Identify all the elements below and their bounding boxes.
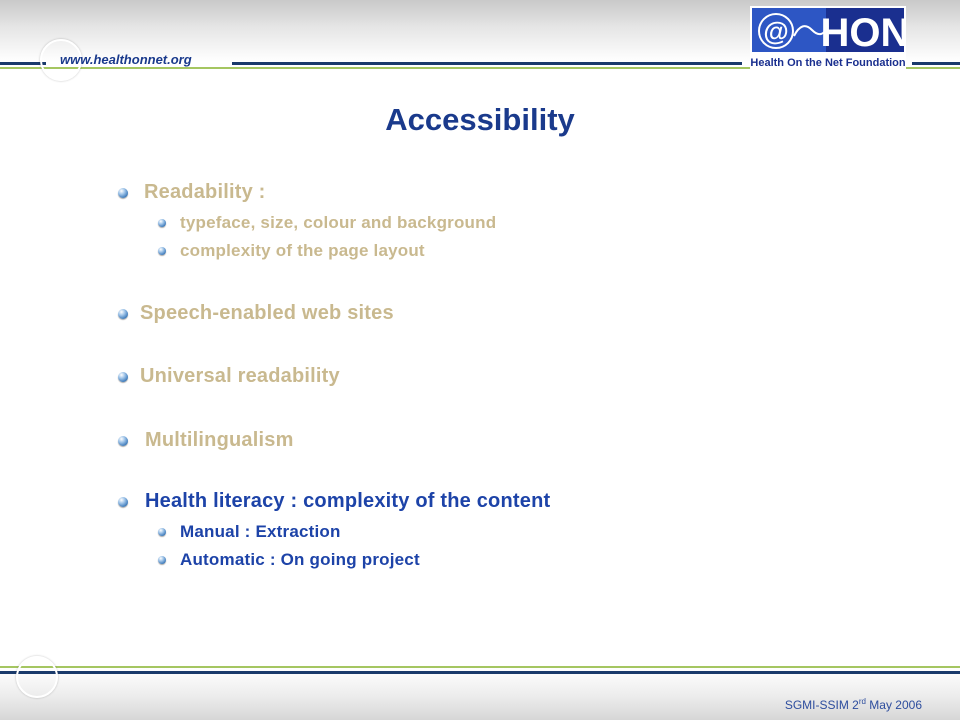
bullet-icon — [158, 219, 166, 227]
bullet-icon — [118, 497, 128, 507]
footer-band — [0, 668, 960, 720]
bullet-icon — [158, 247, 166, 255]
site-url: www.healthonnet.org — [60, 52, 192, 67]
bullet-icon — [118, 309, 128, 319]
bullet-icon — [118, 436, 128, 446]
sub-list-item-label: complexity of the page layout — [180, 241, 425, 260]
footer-caption — [785, 697, 922, 712]
list-item-label: Multilingualism — [145, 429, 294, 451]
logo-tagline: Health On the Net Foundation — [750, 57, 906, 69]
sub-list-item — [158, 550, 420, 570]
sub-list-item — [158, 241, 425, 261]
bullet-icon — [118, 372, 128, 382]
hon-logo — [750, 6, 906, 70]
bullet-icon — [118, 188, 128, 198]
list-item — [118, 365, 340, 388]
list-item-label: Readability : — [144, 181, 266, 203]
bullet-icon — [158, 528, 166, 536]
list-item — [118, 429, 294, 452]
header-rule-middle — [232, 62, 742, 65]
footer-accent-line — [0, 666, 960, 668]
list-item-label: Health literacy : complexity of the content — [145, 490, 551, 512]
header-rule-left — [0, 62, 46, 65]
sub-list-item-label: typeface, size, colour and background — [180, 213, 497, 232]
footer-date: May 2006 — [869, 698, 922, 712]
logo-at-mark: @ — [763, 16, 789, 46]
bullet-icon — [158, 556, 166, 564]
list-item — [118, 490, 550, 513]
sub-list-item-label: Automatic : On going project — [180, 550, 420, 569]
sub-list-item — [158, 522, 341, 542]
footer-ordinal: rd — [858, 697, 866, 706]
slide-title: Accessibility — [385, 102, 575, 137]
footer-rule — [0, 671, 960, 674]
footer-event: SGMI-SSIM 2 — [784, 698, 859, 712]
list-item-label: Speech-enabled web sites — [140, 302, 394, 324]
header-rule-right — [912, 62, 960, 65]
sub-list-item — [158, 213, 496, 233]
footer-circle-decoration — [16, 656, 58, 698]
logo-initials: HON — [820, 11, 906, 55]
sub-list-item-label: Manual : Extraction — [180, 522, 341, 541]
list-item — [118, 302, 394, 325]
list-item — [118, 181, 266, 204]
list-item-label: Universal readability — [140, 365, 340, 387]
